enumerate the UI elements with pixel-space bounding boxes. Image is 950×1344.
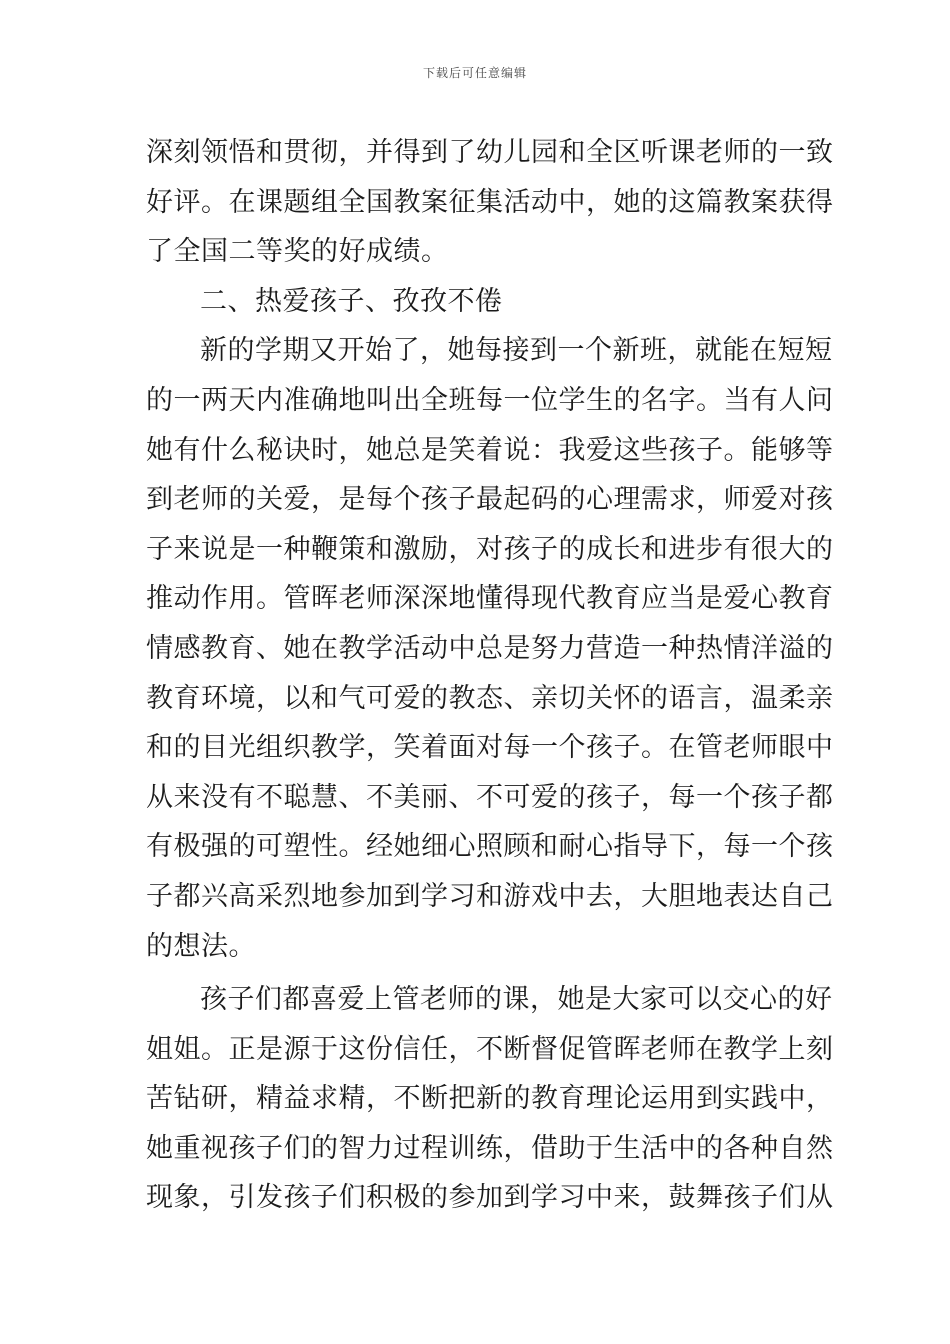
text-line: 和的目光组织教学，笑着面对每一个孩子。在管老师眼中 [146,732,834,764]
text-line: 推动作用。管晖老师深深地懂得现代教育应当是爱心教育 [146,583,834,615]
section-heading: 二、热爱孩子、孜孜不倦 [200,285,503,317]
text-line: 新的学期又开始了，她每接到一个新班，就能在短短 [200,335,833,367]
text-line: 的一两天内准确地叫出全班每一位学生的名字。当有人问 [146,384,834,416]
text-line: 她有什么秘诀时，她总是笑着说：我爱这些孩子。能够等 [146,434,834,466]
text-line: 从来没有不聪慧、不美丽、不可爱的孩子，每一个孩子都 [146,781,834,813]
text-line: 的想法。 [146,930,256,962]
text-line: 苦钻研，精益求精，不断把新的教育理论运用到实践中， [146,1083,834,1115]
text-line: 她重视孩子们的智力过程训练，借助于生活中的各种自然 [146,1132,834,1164]
text-line: 情感教育、她在教学活动中总是努力营造一种热情洋溢的 [146,632,834,664]
text-line: 子来说是一种鞭策和激励，对孩子的成长和进步有很大的 [146,533,834,565]
text-line: 好评。在课题组全国教案征集活动中，她的这篇教案获得 [146,186,834,218]
text-line: 有极强的可塑性。经她细心照顾和耐心指导下，每一个孩 [146,831,834,863]
document-body [146,128,834,1223]
text-line: 到老师的关爱，是每个孩子最起码的心理需求，师爱对孩 [146,484,834,516]
text-line: 教育环境，以和气可爱的教态、亲切关怀的语言，温柔亲 [146,682,834,714]
text-line: 孩子们都喜爱上管老师的课，她是大家可以交心的好 [200,984,833,1016]
text-line: 深刻领悟和贯彻，并得到了幼儿园和全区听课老师的一致 [146,137,834,168]
text-line: 子都兴高采烈地参加到学习和游戏中去，大胆地表达自己 [146,880,834,912]
page-header-note: 下载后可任意编辑 [422,66,527,80]
text-line: 现象，引发孩子们积极的参加到学习中来，鼓舞孩子们从 [146,1182,834,1214]
text-line: 了全国二等奖的好成绩。 [146,236,449,268]
text-line: 姐姐。正是源于这份信任，不断督促管晖老师在教学上刻 [146,1033,834,1065]
